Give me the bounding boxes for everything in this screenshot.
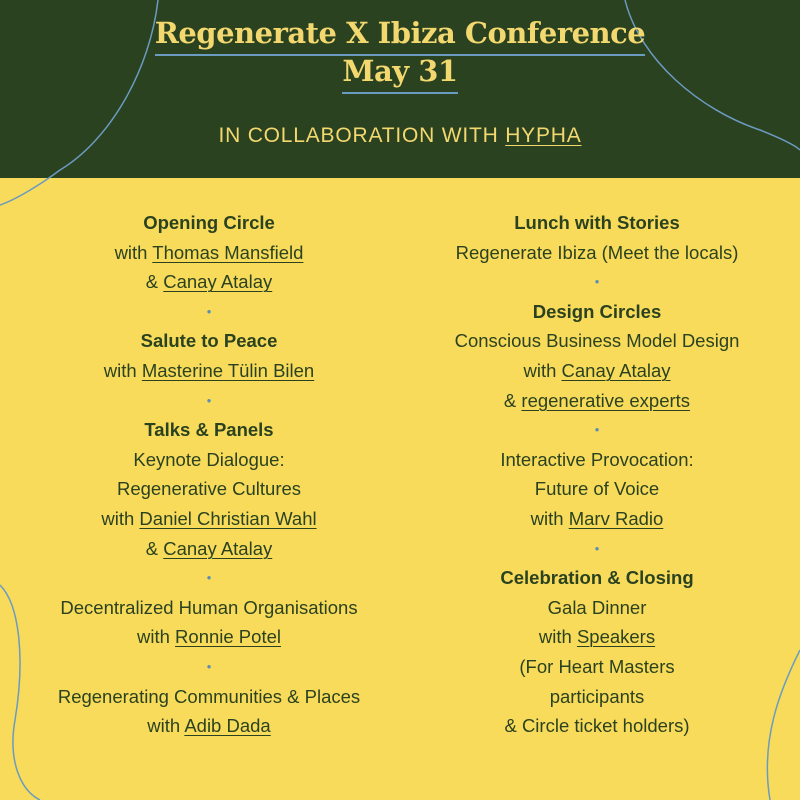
session-title: Interactive Provocation:	[500, 448, 694, 470]
session-detail: participants	[549, 685, 645, 707]
session-speakers: & Canay Atalay	[145, 537, 273, 559]
separator-dot: •	[594, 422, 600, 438]
session-detail: Regenerate Ibiza (Meet the locals)	[455, 241, 739, 263]
speaker-link[interactable]: Canay Atalay	[561, 359, 671, 381]
speaker-link[interactable]: Speakers	[576, 626, 656, 648]
schedule-right-column	[388, 208, 800, 741]
session-title: Regenerating Communities & Places	[57, 685, 361, 707]
session-title: Opening Circle	[143, 212, 275, 233]
session-speakers: with Daniel Christian Wahl	[101, 507, 317, 529]
speaker-link[interactable]: Ronnie Potel	[175, 626, 281, 648]
session-speakers: with Speakers	[538, 626, 656, 648]
speaker-link[interactable]: Adib Dada	[184, 715, 271, 737]
speaker-link[interactable]: Masterine Tülin Bilen	[141, 359, 315, 381]
speaker-link[interactable]: regenerative experts	[521, 389, 691, 411]
separator-dot: •	[206, 570, 212, 586]
hypha-link[interactable]: HYPHA	[505, 124, 582, 147]
session-speakers: with Ronnie Potel	[137, 626, 281, 648]
session-title: Design Circles	[532, 300, 662, 322]
speaker-link[interactable]: Marv Radio	[568, 507, 664, 529]
speaker-link[interactable]: Canay Atalay	[163, 537, 273, 559]
session-detail: Conscious Business Model Design	[454, 330, 740, 352]
collaboration-line	[0, 124, 800, 148]
session-title: Talks & Panels	[144, 419, 274, 441]
session-detail: & Circle ticket holders)	[504, 715, 690, 737]
session-speakers: with Adib Dada	[147, 715, 271, 737]
separator-dot: •	[594, 274, 600, 290]
session-title: Decentralized Human Organisations	[60, 596, 358, 618]
session-title: Lunch with Stories	[514, 212, 680, 233]
session-detail: Keynote Dialogue:	[133, 448, 285, 470]
session-detail: Regenerative Cultures	[116, 478, 302, 500]
separator-dot: •	[206, 658, 212, 674]
session-detail: (For Heart Masters	[519, 655, 675, 677]
conference-date	[0, 52, 800, 94]
session-detail: Gala Dinner	[547, 596, 647, 618]
schedule-left-column	[0, 208, 418, 741]
session-title: Celebration & Closing	[500, 567, 694, 589]
session-detail: Future of Voice	[534, 478, 660, 500]
title-line-2: May 31	[342, 52, 457, 94]
separator-dot: •	[594, 540, 600, 556]
conference-title	[0, 14, 800, 56]
session-speakers: with Masterine Tülin Bilen	[103, 359, 315, 381]
separator-dot: •	[206, 303, 212, 319]
session-speakers: with Marv Radio	[530, 507, 664, 529]
session-speakers: & Canay Atalay	[145, 271, 273, 293]
speaker-link[interactable]: Thomas Mansfield	[152, 241, 304, 263]
session-speakers: with Canay Atalay	[523, 359, 671, 381]
speaker-link[interactable]: Daniel Christian Wahl	[139, 507, 317, 529]
speaker-link[interactable]: Canay Atalay	[163, 271, 273, 293]
session-speakers: with Thomas Mansfield	[114, 241, 304, 263]
separator-dot: •	[206, 392, 212, 408]
session-title: Salute to Peace	[140, 330, 278, 352]
title-line-1: Regenerate X Ibiza Conference	[155, 14, 646, 56]
session-speakers: & regenerative experts	[503, 389, 691, 411]
collab-prefix: IN COLLABORATION WITH	[218, 124, 506, 147]
